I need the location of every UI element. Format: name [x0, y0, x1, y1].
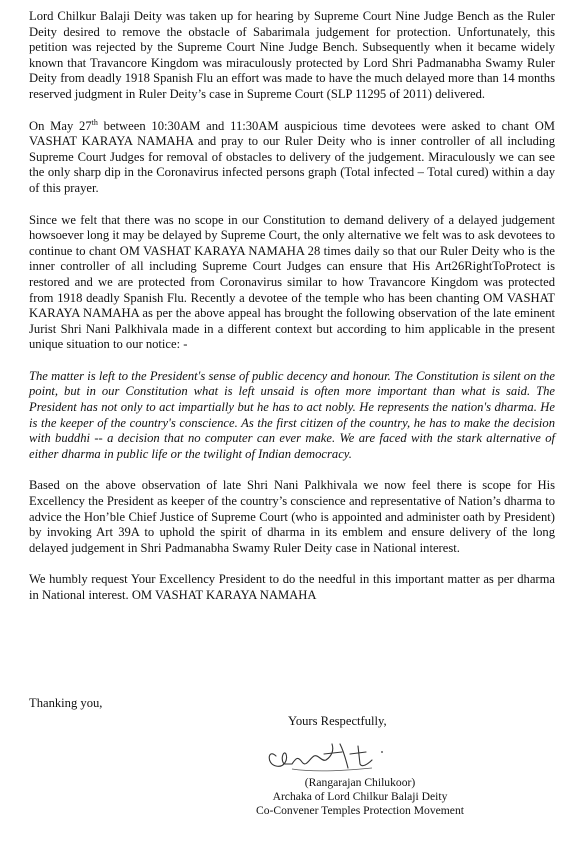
paragraph-president-scope: Based on the above observation of late Shri Nani Palkhivala we now feel there is scope for His Excellency the President as keeper of the country’s conscience and representative of Nation’s dharma to advice the Hon’ble Chief Justice of Supreme Court (who is appointed and administer oath by President) by invoking Art 39A to uphold the spirit of dharma in its emblem and ensure delivery of the long delayed judgement in Shri Padmanabha Swamy Ruler Deity case in National interest. — [29, 478, 555, 555]
letter-body — [29, 9, 555, 604]
paragraph-may-27-prayer — [29, 119, 555, 197]
paragraph-chant-appeal: Since we felt that there was no scope in our Constitution to demand delivery of a delayed judgement howsoever long it may be delayed by Supreme Court, the only alternative we felt was to ask devotees to continue to chant OM VASHAT KARAYA NAMAHA 28 times daily so that our Ruler Deity who is the inner controller of all including Supreme Court Judges can ensure that His Art26RightToProtect is restored and we are protected from Coronavirus similar to how Travancore Kingdom was protected from 1918 deadly Spanish Flu. Recently a devotee of the temple who has been chanting OM VASHAT KARAYA NAMAHA as per the above appeal has brought the following observation of the late eminent Jurist Shri Nani Palkhivala made in a different context but according to him applicable in the present unique situation to our notice: - — [29, 212, 555, 352]
signatory-name: (Rangarajan Chilukoor) — [304, 776, 416, 789]
date-superscript: th — [91, 117, 98, 127]
palkhivala-quote: The matter is left to the President's sense of public decency and honour. The Constitution is silent on the point, but in our Constitution what is left unsaid is often more important than what is said. The President has not only to act impartially but he has to act nobly. He represents the nation's dharma. He is the keeper of the country's conscience. As the first citizen of the country, he has to make the decision with buddhi -- a decision that no computer can ever make. We are faced with the stark alternative of either dharma in public life or the twilight of Indian democracy. — [29, 368, 555, 461]
paragraph-sabarimala-petition: Lord Chilkur Balaji Deity was taken up for hearing by Supreme Court Nine Judge Bench as the Ruler Deity desired to remove the obstacle of Sabarimala judgement for protection. Unfortunately, this petition was rejected by the Supreme Court Nine Judge Bench. Subsequently when it became widely known that Travancore Kingdom was miraculously protected by Lord Shri Padmanabha Swamy Ruler Deity from deadly 1918 Spanish Flu an effort was made to have the much delayed more than 14 months reserved judgment in Ruler Deity’s case in Supreme Court (SLP 11295 of 2011) delivered. — [29, 9, 555, 101]
paragraph-humble-request: We humbly request Your Excellency President to do the needful in this important matter as per dharma in National interest. OM VASHAT KARAYA NAMAHA — [29, 572, 555, 602]
may-27-paragraph-rest: between 10:30AM and 11:30AM auspicious time devotees were asked to chant OM VASHAT KARAYA NAMAHA and pray to our Ruler Deity who is inner controller of all including Supreme Court Judges for removal of obstacles to delivery of the judgement. Miraculously we can see the only sharp dip in the Coronavirus infected persons graph (Total infected – Total cured) within a day of this prayer. — [29, 118, 555, 195]
may-27-date-text: On May 27 — [29, 118, 92, 133]
signatory-title-convener: Co-Convener Temples Protection Movement — [256, 804, 464, 817]
signatory-title-archaka: Archaka of Lord Chilkur Balaji Deity — [272, 790, 448, 803]
closing-thanks: Thanking you, — [29, 696, 103, 710]
signoff-line: Yours Respectfully, — [288, 714, 387, 728]
signature-block — [230, 776, 490, 818]
handwritten-signature — [262, 734, 412, 776]
